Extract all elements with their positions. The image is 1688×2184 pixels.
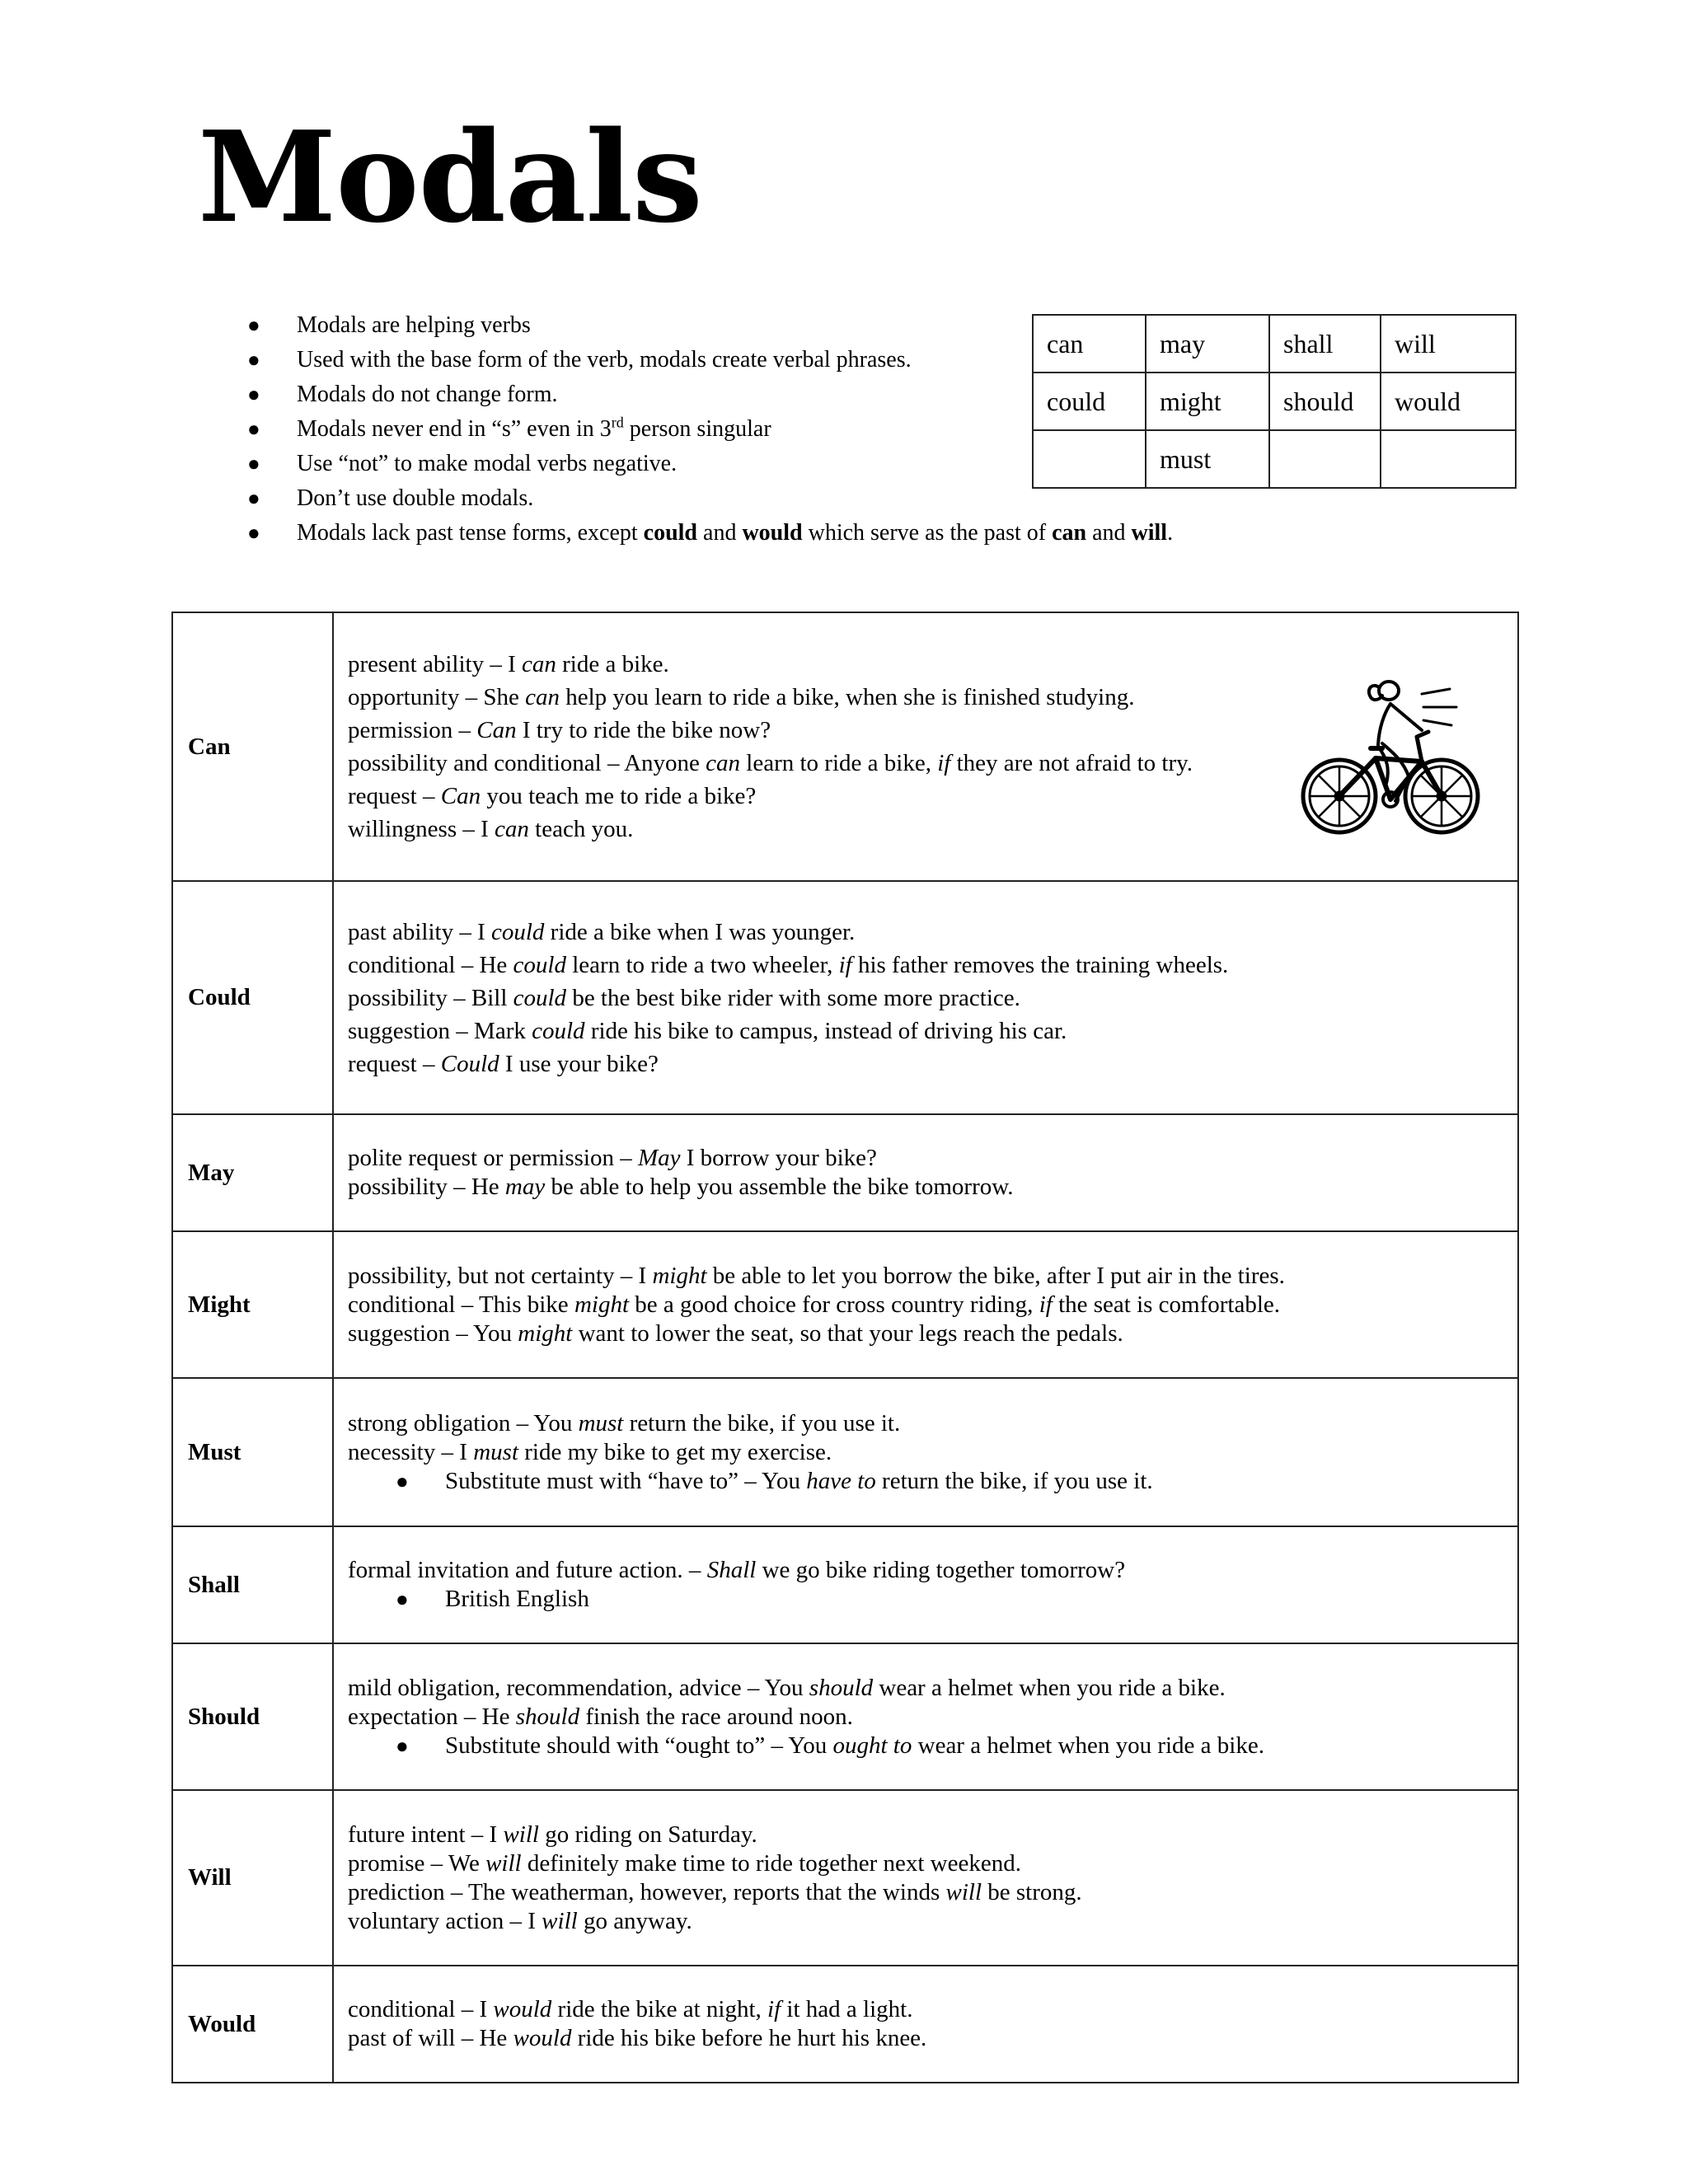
table-row — [172, 1966, 1518, 2083]
usage-line: strong obligation – You must return the bike, if you use it. — [348, 1409, 901, 1436]
usage-line: past of will – He would ride his bike before he hurt his knee. — [348, 2025, 927, 2051]
bullet-icon: ● — [247, 313, 260, 337]
grid-row — [1033, 430, 1516, 488]
grid-cell: may — [1146, 315, 1269, 373]
modal-name-cell: Should — [172, 1643, 333, 1790]
bicycle-rider-icon — [1300, 679, 1481, 836]
table-row — [172, 612, 1518, 881]
modal-name-cell: Might — [172, 1231, 333, 1378]
usage-line: promise – We will definitely make time to ride together next weekend. — [348, 1849, 1021, 1877]
grid-cell: would — [1381, 373, 1516, 430]
bullet-icon: ● — [396, 1469, 409, 1493]
grid-cell: will — [1381, 315, 1516, 373]
usage-line: present ability – I can ride a bike. — [348, 651, 669, 677]
modal-name-cell: Would — [172, 1966, 333, 2083]
modal-word-grid — [1032, 314, 1517, 489]
usage-line: possibility, but not certainty – I might be able to let you borrow the bike, after I put air in the tires. — [348, 1262, 1285, 1289]
bullet-icon: ● — [247, 348, 260, 372]
usage-line: permission – Can I try to ride the bike now? — [348, 717, 771, 743]
modal-name-cell: Could — [172, 881, 333, 1114]
usage-line: conditional – He could learn to ride a two wheeler, if his father removes the training wheels. — [348, 951, 1229, 978]
bullet-icon: ● — [396, 1733, 409, 1758]
grid-row — [1033, 373, 1516, 430]
usage-line: possibility and conditional – Anyone can learn to ride a bike, if they are not afraid to try. — [348, 750, 1193, 776]
usage-line: possibility – Bill could be the best bike rider with some more practice. — [348, 984, 1020, 1011]
usage-line: suggestion – You might want to lower the seat, so that your legs reach the pedals. — [348, 1319, 1123, 1347]
table-row — [172, 1378, 1518, 1526]
usage-line: necessity – I must ride my bike to get my exercise. — [348, 1438, 832, 1465]
usage-line: formal invitation and future action. – Shall we go bike riding together tomorrow? — [348, 1557, 1126, 1583]
usage-line: expectation – He should finish the race around noon. — [348, 1703, 853, 1730]
modal-name-cell: Shall — [172, 1526, 333, 1643]
usage-cell — [333, 1966, 1518, 2083]
usage-line: conditional – I would ride the bike at night, if it had a light. — [348, 1996, 913, 2022]
usage-line: opportunity – She can help you learn to ride a bike, when she is finished studying. — [348, 684, 1135, 710]
rule-item — [247, 516, 1173, 551]
usage-cell — [333, 1114, 1518, 1231]
modal-name-cell: Will — [172, 1790, 333, 1966]
rule-text: Don’t use double modals. — [297, 485, 534, 511]
usage-sub-bullet: ● British English — [396, 1586, 589, 1612]
grid-cell: must — [1146, 430, 1269, 488]
grid-cell: can — [1033, 315, 1146, 373]
usage-cell — [333, 881, 1518, 1114]
modal-name-cell: Must — [172, 1378, 333, 1526]
usage-line: prediction – The weatherman, however, reports that the winds will be strong. — [348, 1878, 1082, 1905]
usage-line: voluntary action – I will go anyway. — [348, 1907, 692, 1934]
table-row — [172, 881, 1518, 1114]
usage-cell — [333, 1378, 1518, 1526]
usage-cell — [333, 1643, 1518, 1790]
rule-text: Modals never end in “s” even in 3rd person singular — [297, 414, 771, 442]
table-row — [172, 1526, 1518, 1643]
usage-line: possibility – He may be able to help you assemble the bike tomorrow. — [348, 1174, 1014, 1200]
grid-cell: might — [1146, 373, 1269, 430]
rule-text: Modals are helping verbs — [297, 312, 531, 338]
usage-line: future intent – I will go riding on Saturday. — [348, 1821, 757, 1848]
usage-line: request – Could I use your bike? — [348, 1050, 659, 1077]
usage-cell — [333, 1790, 1518, 1966]
modal-usage-table — [171, 612, 1519, 2083]
usage-line: polite request or permission – May I borrow your bike? — [348, 1145, 877, 1171]
table-row — [172, 1114, 1518, 1231]
grid-cell — [1381, 430, 1516, 488]
usage-line: mild obligation, recommendation, advice – You should wear a helmet when you ride a bike. — [348, 1674, 1226, 1701]
usage-cell — [333, 1526, 1518, 1643]
modal-name-cell: May — [172, 1114, 333, 1231]
usage-line: request – Can you teach me to ride a bike? — [348, 783, 757, 809]
rule-text: Used with the base form of the verb, modals create verbal phrases. — [297, 347, 912, 373]
usage-line: suggestion – Mark could ride his bike to campus, instead of driving his car. — [348, 1017, 1067, 1044]
usage-line: willingness – I can teach you. — [348, 816, 634, 842]
bullet-icon: ● — [247, 417, 260, 441]
table-row — [172, 1790, 1518, 1966]
bullet-icon: ● — [396, 1587, 409, 1611]
grid-cell — [1269, 430, 1381, 488]
usage-line: past ability – I could ride a bike when I was younger. — [348, 918, 856, 945]
grid-cell — [1033, 430, 1146, 488]
modal-name-cell: Can — [172, 612, 333, 881]
rule-text: Modals do not change form. — [297, 382, 558, 407]
usage-cell — [333, 612, 1518, 881]
grid-cell: could — [1033, 373, 1146, 430]
usage-line: conditional – This bike might be a good choice for cross country riding, if the seat is comfortable. — [348, 1291, 1281, 1318]
bullet-icon: ● — [247, 452, 260, 476]
grid-cell: shall — [1269, 315, 1381, 373]
grid-row — [1033, 315, 1516, 373]
table-row — [172, 1231, 1518, 1378]
table-row — [172, 1643, 1518, 1790]
bullet-icon: ● — [247, 521, 260, 545]
rule-text: Modals lack past tense forms, except could and would which serve as the past of can and will. — [297, 520, 1174, 546]
page-title: Modals — [198, 103, 702, 251]
rule-text: Use “not” to make modal verbs negative. — [297, 451, 678, 476]
usage-sub-bullet: ● Substitute should with “ought to” – You ought to wear a helmet when you ride a bike. — [396, 1732, 1264, 1759]
bullet-icon: ● — [247, 382, 260, 406]
bullet-icon: ● — [247, 486, 260, 510]
usage-cell — [333, 1231, 1518, 1378]
usage-sub-bullet: ● Substitute must with “have to” – You have to return the bike, if you use it. — [396, 1467, 1153, 1494]
grid-cell: should — [1269, 373, 1381, 430]
